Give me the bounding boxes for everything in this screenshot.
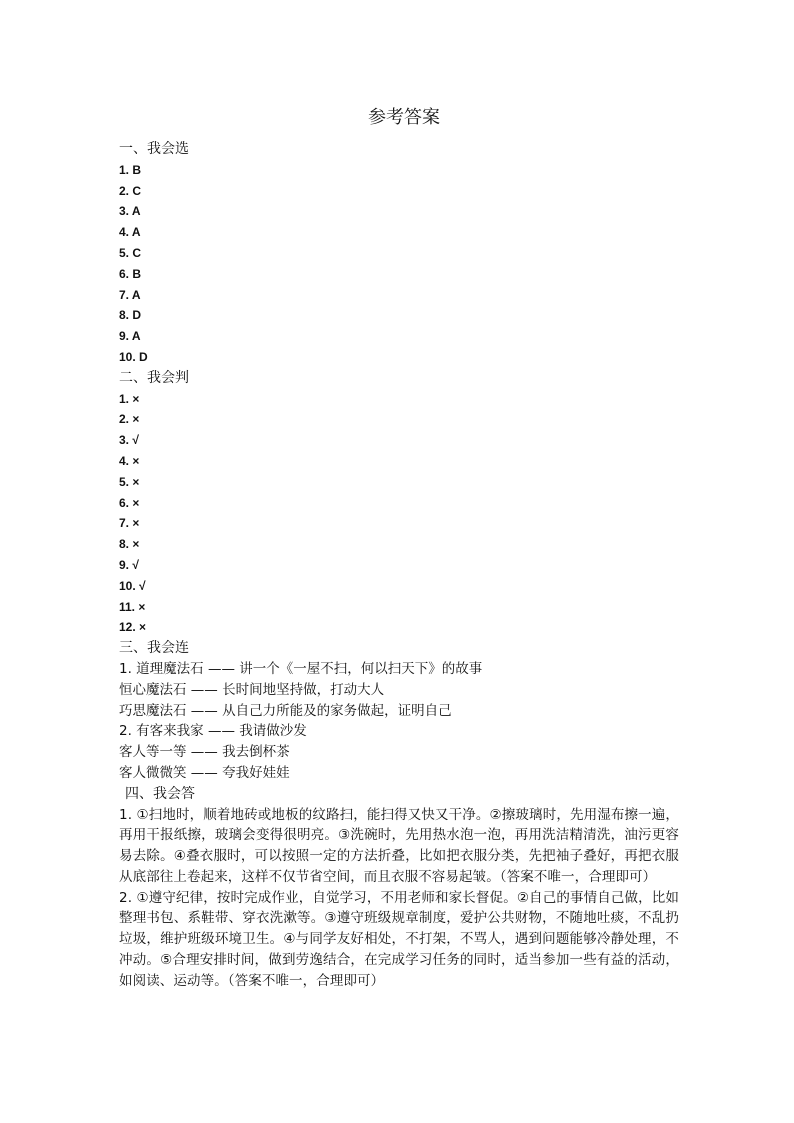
judge-answer: 11. ×	[119, 599, 146, 614]
choice-answer: 6. B	[119, 266, 142, 281]
choice-answer: 4. A	[119, 225, 141, 240]
match-line: 恒心魔法石 —— 长时间地坚持做，打动大人	[119, 681, 385, 698]
judge-answer: 10. √	[119, 578, 146, 593]
judge-answer: 4. ×	[119, 453, 140, 468]
choice-answer: 8. D	[119, 308, 142, 323]
judge-answer: 6. ×	[119, 495, 140, 510]
match-line: 巧思魔法石 —— 从自己力所能及的家务做起，证明自己	[119, 702, 452, 719]
match-line: 1. 道理魔法石 —— 讲一个《一屋不扫，何以扫天下》的故事	[119, 660, 483, 677]
choice-answer: 5. C	[119, 245, 142, 260]
match-line: 2. 有客来我家 —— 我请做沙发	[119, 723, 307, 740]
choice-answer: 7. A	[119, 287, 141, 302]
section-heading-choice: 一、我会选	[119, 141, 189, 157]
judge-answer: 1. ×	[119, 391, 140, 406]
choice-answer: 3. A	[119, 204, 141, 219]
judge-answer: 5. ×	[119, 474, 140, 489]
judge-answer: 9. √	[119, 557, 139, 572]
judge-answer: 12. ×	[119, 620, 147, 635]
answer-paragraph: 2. ①遵守纪律，按时完成作业，自觉学习，不用老师和家长督促。②自己的事情自己做，比如整理书包、系鞋带、穿衣洗漱等。③遵守班级规章制度，爱护公共财物，不随地吐痰，不乱扔垃圾，维护班级环境卫生。④与同学友好相处，不打架，不骂人，遇到问题能够冷静处理，不冲动。⑤合理安排时间，做到劳逸结合，在完成学习任务的同时，适当参加一些有益的活动，如阅读、运动等。（答案不唯一，合理即可）	[119, 889, 679, 989]
judge-answer: 8. ×	[119, 537, 140, 552]
answer-paragraph: 1. ①扫地时，顺着地砖或地板的纹路扫，能扫得又快又干净。②擦玻璃时，先用湿布擦一遍，再用干报纸擦，玻璃会变得很明亮。③洗碗时，先用热水泡一泡，再用洗洁精清洗，油污更容易去除。④叠衣服时，可以按照一定的方法折叠，比如把衣服分类，先把袖子叠好，再把衣服从底部往上卷起来，这样不仅节省空间，而且衣服不容易起皱。（答案不唯一，合理即可）	[119, 806, 679, 885]
section-heading-answer: 四、我会答	[125, 785, 195, 802]
choice-answer: 9. A	[119, 329, 141, 344]
judge-answer: 3. √	[119, 433, 139, 448]
section-heading-match: 三、我会连	[119, 640, 189, 657]
choice-answer: 2. C	[119, 183, 142, 198]
answer-document	[119, 105, 679, 992]
section-heading-judge: 二、我会判	[119, 369, 189, 386]
match-line: 客人等一等 —— 我去倒杯茶	[119, 744, 290, 761]
choice-answer: 1. B	[119, 162, 142, 177]
judge-answer: 2. ×	[119, 412, 140, 427]
judge-answer: 7. ×	[119, 516, 140, 531]
choice-answer: 10. D	[119, 349, 148, 364]
page-title: 参考答案	[368, 107, 440, 128]
match-line: 客人微微笑 —— 夸我好娃娃	[119, 764, 290, 781]
